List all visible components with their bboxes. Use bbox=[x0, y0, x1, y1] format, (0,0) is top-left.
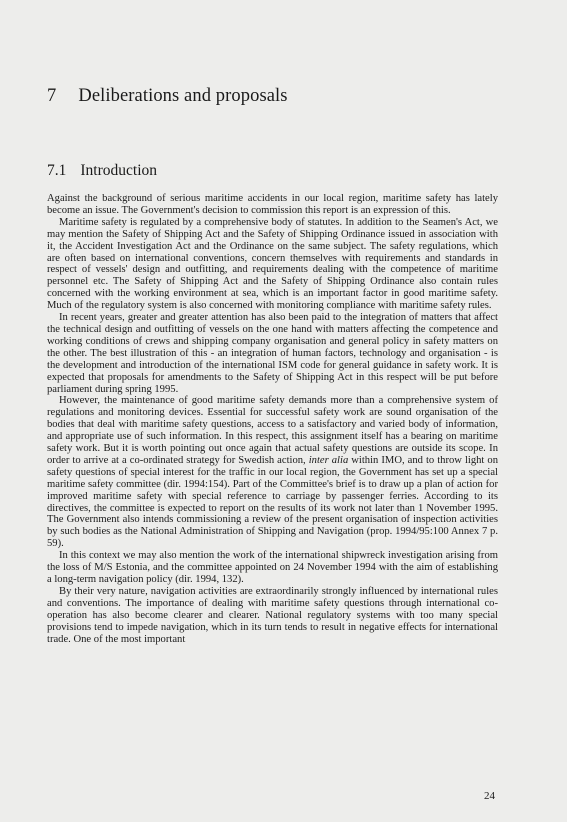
chapter-number: 7 bbox=[47, 86, 57, 106]
paragraph-5: In this context we may also mention the work of the international shipwreck investigation arising from the loss of M/S Estonia, and the committee appointed on 24 November 1994 with the aim of establishing a long-term navigation policy (dir. 1994, 132). bbox=[47, 550, 498, 585]
section-title: Introduction bbox=[80, 162, 157, 179]
paragraph-6: By their very nature, navigation activities are extraordinarily strongly influenced by international rules and conventions. The importance of dealing with maritime safety questions through international co-operation has also become clearer and clearer. National regulatory systems with too many special provisions tend to impede navigation, which in its turn tends to result in negative effects for international trade. One of the most important bbox=[47, 585, 498, 645]
body-text bbox=[47, 193, 498, 645]
paragraph-1: Against the background of serious maritime accidents in our local region, maritime safety has lately become an issue. The Government's decision to commission this report is an expression of this. bbox=[47, 193, 498, 216]
paragraph-2: Maritime safety is regulated by a comprehensive body of statutes. In addition to the Seamen's Act, we may mention the Safety of Shipping Act and the Safety of Shipping Ordinance issued in association with it, the Accident Investigation Act and the Ordinance on the same subject. The safety regulations, which are often based on international conventions, concern themselves with requirements and standards in respect of vessels' design and outfitting, and requirements dealing with the competence of maritime personnel etc. The Safety of Shipping Act and the Safety of Shipping Ordinance also contain rules concerned with the working environment at sea, which is an important factor in good maritime safety. Much of the regulatory system is also concerned with monitoring compliance with maritime safety rules. bbox=[47, 216, 498, 312]
paragraph-4-part-1: However, the maintenance of good maritime safety demands more than a comprehensive system of regulations and monitoring devices. Essential for successful safety work are sound organisation of the bodies that deal with maritime safety questions, access to a satisfactory and varied body of information, and appropriate use of such information. In this respect, this assignment itself has a bearing on maritime safety work. But it is worth pointing out once again that actual safety questions are outside its scope. In order to arrive at a co-ordinated strategy for Swedish action, bbox=[47, 395, 498, 466]
latin-phrase: inter alia bbox=[308, 454, 349, 466]
paragraph-4 bbox=[47, 395, 498, 550]
section-number: 7.1 bbox=[47, 162, 67, 179]
paragraph-4-part-2: within IMO, and to throw light on safety questions of special interest for the traffic in our local region, the Government has set up a special maritime safety committee (dir. 1994:154). Part of the Committee's brief is to draw up a plan of action for improved maritime safety with special reference to carriage by passenger ferries. According to its directives, the committee is expected to report on the results of its work not later than 1 November 1995. The Government also intends commissioning a review of the present organisation of inspection activities by such bodies as the National Administration of Shipping and Navigation (prop. 1994/95:100 Annex 7 p. 59). bbox=[47, 454, 498, 550]
page-number: 24 bbox=[484, 790, 495, 802]
paragraph-3: In recent years, greater and greater attention has also been paid to the integration of matters that affect the technical design and outfitting of vessels on the one hand with matters affecting the competence and working conditions of crews and shipping company organisation and general policy in safety matters on the other. The best illustration of this - an integration of human factors, technology and organisation - is the development and introduction of the international ISM code for general guidance in safety work. It is expected that proposals for amendments to the Safety of Shipping Act in this respect will be put before parliament during spring 1995. bbox=[47, 312, 498, 395]
chapter-heading bbox=[47, 86, 288, 107]
chapter-title: Deliberations and proposals bbox=[78, 86, 288, 106]
section-heading bbox=[47, 162, 157, 180]
